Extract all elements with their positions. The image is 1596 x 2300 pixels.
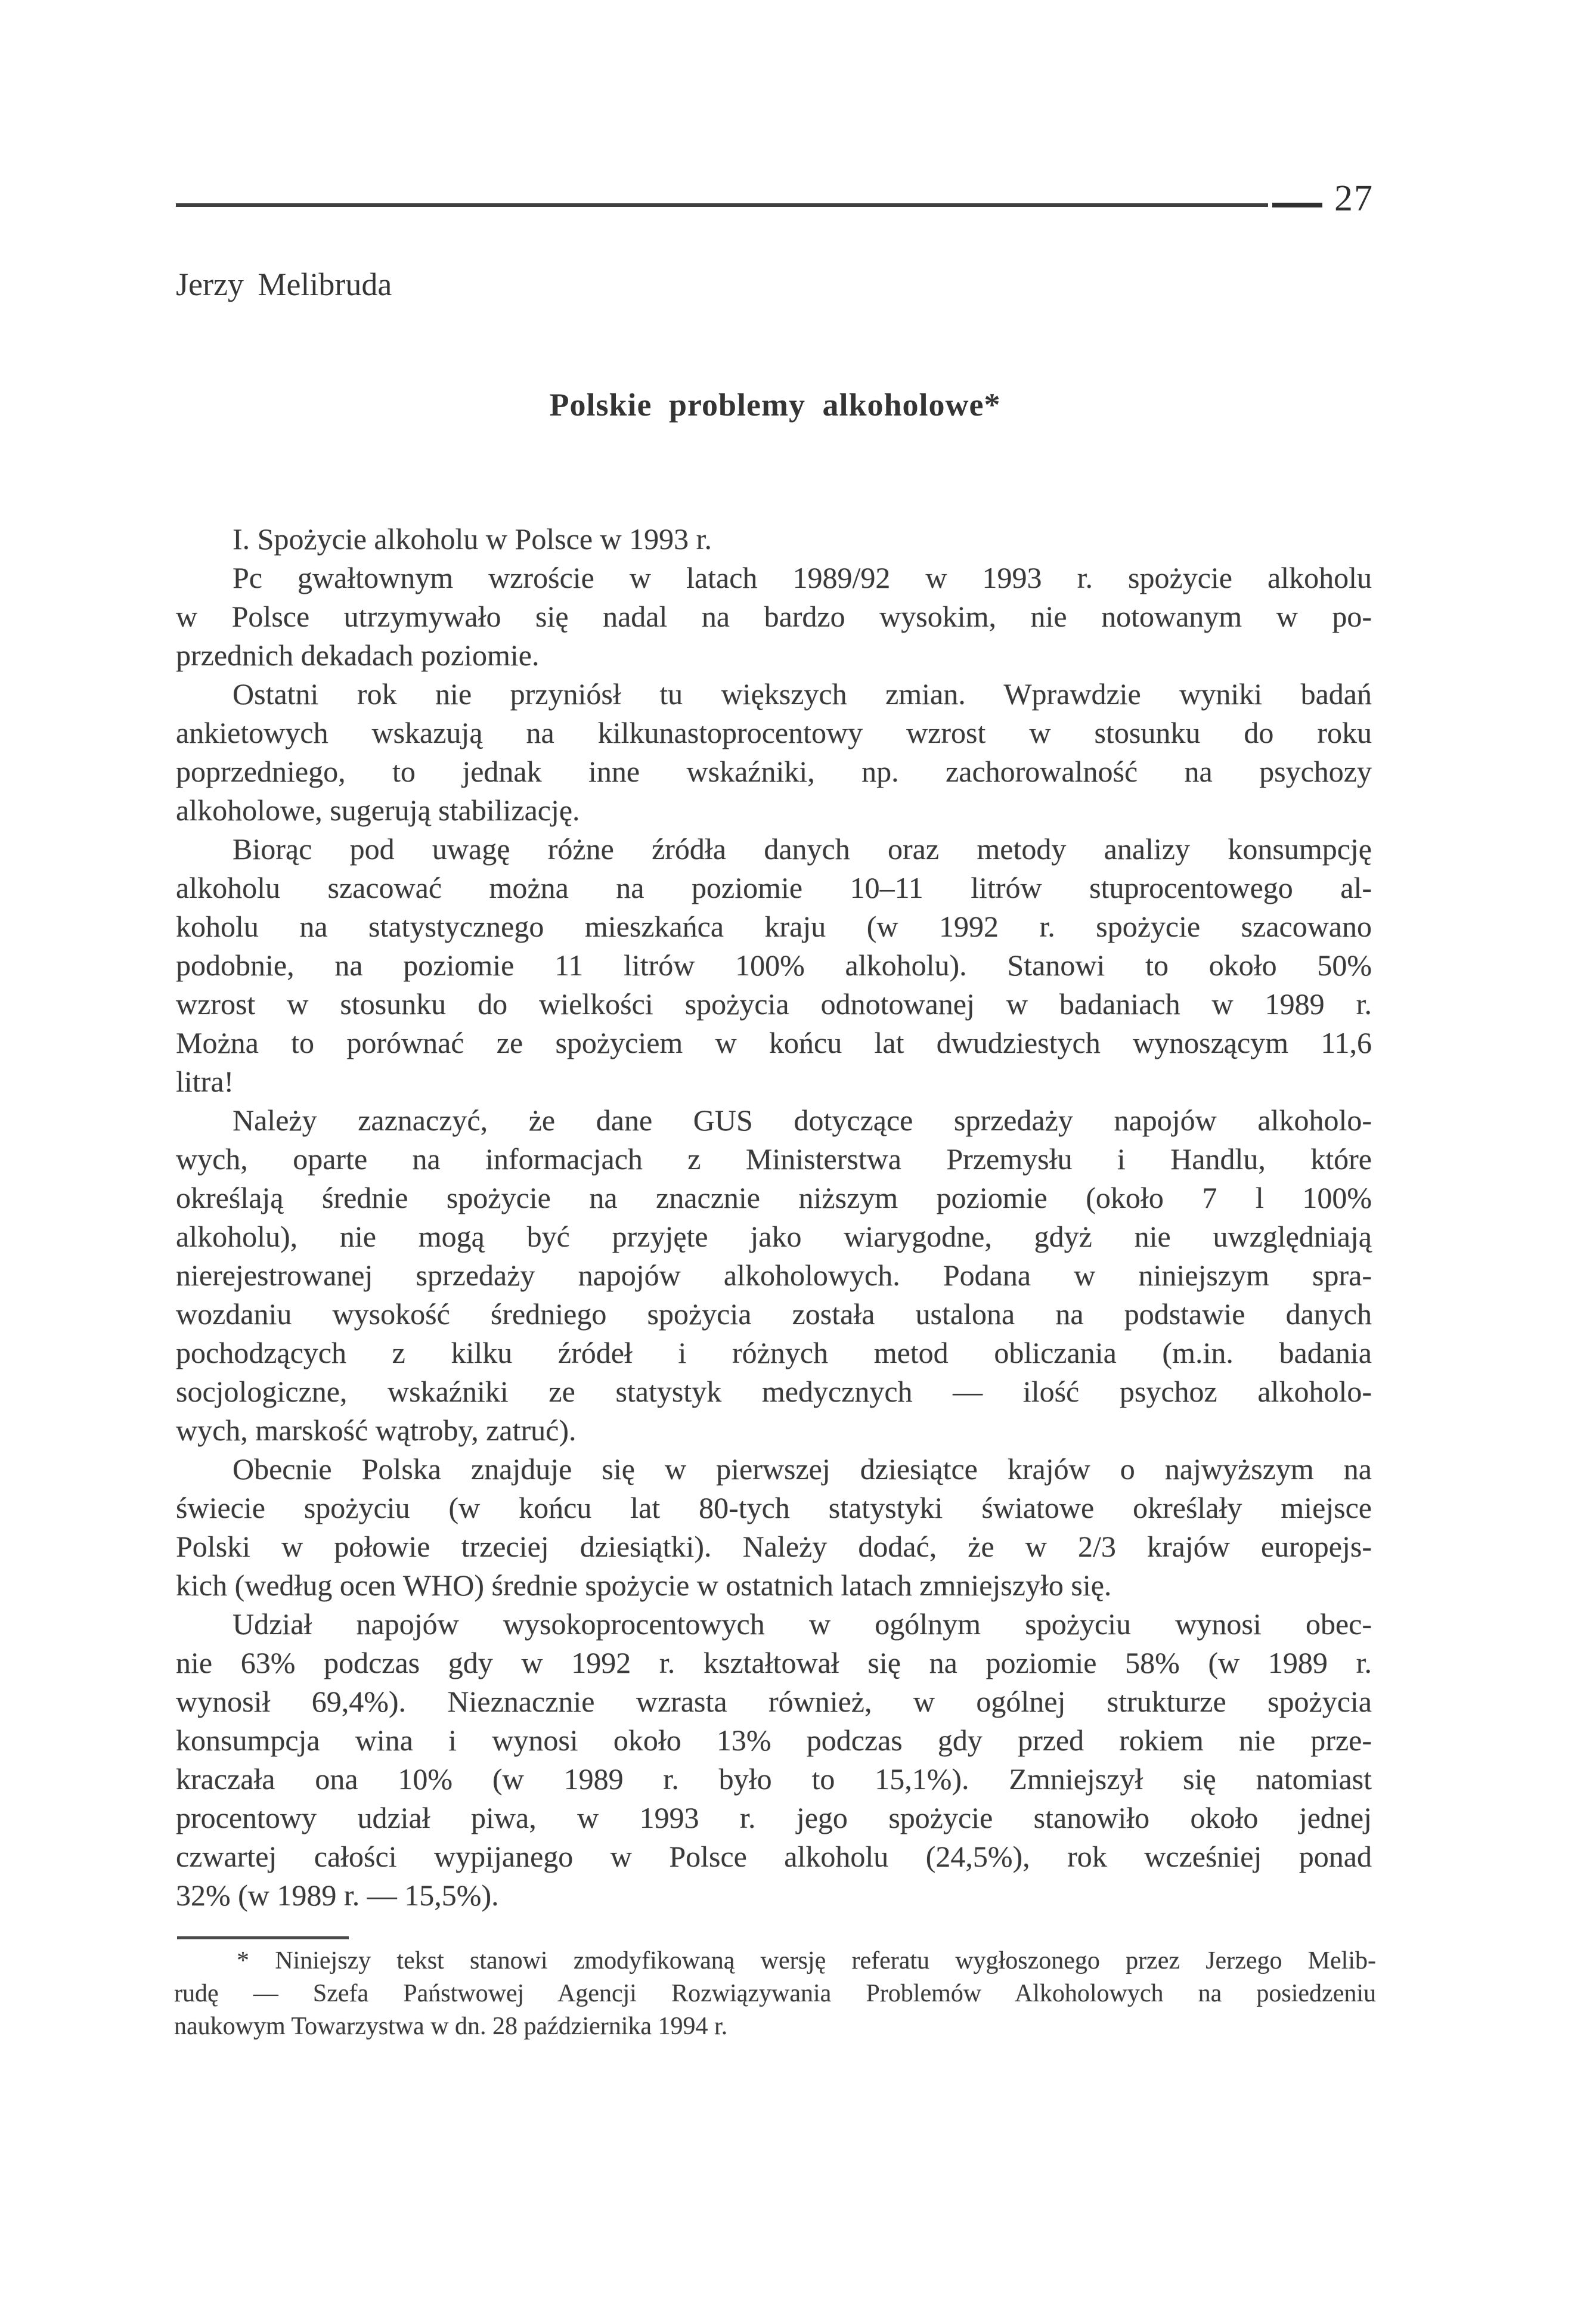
header-rule [176, 203, 1268, 207]
body-text-line: ankietowych wskazują na kilkunastoprocentowy wzrost w stosunku do roku [176, 716, 1372, 749]
body-text-line: określają średnie spożycie na znacznie niższym poziomie (około 7 l 100% [176, 1181, 1372, 1214]
body-text-line: Należy zaznaczyć, że dane GUS dotyczące sprzedaży napojów alkoholo- [233, 1103, 1372, 1137]
body-text-line: wych, marskość wątroby, zatruć). [176, 1414, 577, 1447]
body-text-line: alkoholowe, sugerują stabilizację. [176, 793, 580, 827]
body-text-line: kraczała ona 10% (w 1989 r. było to 15,1%). Zmniejszył się natomiast [176, 1762, 1372, 1796]
body-text-line: przednich dekadach poziomie. [176, 638, 540, 672]
section-heading-line: I. Spożycie alkoholu w Polsce w 1993 r. [233, 522, 712, 556]
footnote-rule [177, 1936, 349, 1939]
body-text-line: Polski w połowie trzeciej dziesiątki). Należy dodać, że w 2/3 krajów europejs- [176, 1530, 1372, 1563]
article-body [176, 520, 1372, 1915]
body-text-line: wych, oparte na informacjach z Ministerstwa Przemysłu i Handlu, które [176, 1142, 1372, 1176]
body-text-line: alkoholu szacować można na poziomie 10–11 litrów stuprocentowego al- [176, 871, 1372, 904]
body-text-line: konsumpcja wina i wynosi około 13% podczas gdy przed rokiem nie prze- [176, 1724, 1372, 1757]
footnote-text-line: rudę — Szefa Państwowej Agencji Rozwiązywania Problemów Alkoholowych na posiedzeniu [174, 1980, 1376, 2007]
body-text-line: Pc gwałtownym wzroście w latach 1989/92 w 1993 r. spożycie alkoholu [233, 561, 1372, 594]
page-number: 27 [1334, 178, 1374, 219]
footnote-text-line: naukowym Towarzystwa w dn. 28 października 1994 r. [174, 2013, 728, 2040]
body-text-line: Obecnie Polska znajduje się w pierwszej dziesiątce krajów o najwyższym na [233, 1452, 1372, 1486]
header-rule-end-dash [1272, 203, 1322, 207]
body-text-line: Można to porównać ze spożyciem w końcu lat dwudziestych wynoszącym 11,6 [176, 1026, 1372, 1059]
body-text-line: litra! [176, 1065, 234, 1098]
body-text-line: alkoholu), nie mogą być przyjęte jako wiarygodne, gdyż nie uwzględniają [176, 1220, 1372, 1253]
body-text-line: wzrost w stosunku do wielkości spożycia odnotowanej w badaniach w 1989 r. [176, 987, 1372, 1021]
body-text-line: wozdaniu wysokość średniego spożycia została ustalona na podstawie danych [176, 1297, 1372, 1331]
body-text-line: Biorąc pod uwagę różne źródła danych oraz metody analizy konsumpcję [233, 832, 1372, 866]
body-text-line: poprzedniego, to jednak inne wskaźniki, np. zachorowalność na psychozy [176, 755, 1372, 788]
body-text-line: kich (według ocen WHO) średnie spożycie w ostatnich latach zmniejszyło się. [176, 1569, 1112, 1602]
body-text-line: Udział napojów wysokoprocentowych w ogólnym spożyciu wynosi obec- [233, 1607, 1372, 1641]
body-text-line: nierejestrowanej sprzedaży napojów alkoholowych. Podana w niniejszym spra- [176, 1259, 1372, 1292]
body-text-line: procentowy udział piwa, w 1993 r. jego spożycie stanowiło około jednej [176, 1801, 1372, 1834]
footnote [174, 1945, 1376, 2043]
body-text-line: 32% (w 1989 r. — 15,5%). [176, 1879, 499, 1912]
body-text-line: wynosił 69,4%). Nieznacznie wzrasta również, w ogólnej strukturze spożycia [176, 1685, 1372, 1718]
body-text-line: koholu na statystycznego mieszkańca kraju (w 1992 r. spożycie szacowano [176, 910, 1372, 943]
body-text-line: w Polsce utrzymywało się nadal na bardzo wysokim, nie notowanym w po- [176, 600, 1372, 633]
body-text-line: Ostatni rok nie przyniósł tu większych zmian. Wprawdzie wyniki badań [233, 677, 1372, 711]
body-text-line: pochodzących z kilku źródeł i różnych metod obliczania (m.in. badania [176, 1336, 1372, 1369]
footnote-text-line: * Niniejszy tekst stanowi zmodyfikowaną wersję referatu wygłoszonego przez Jerzego Melib- [237, 1947, 1376, 1974]
body-text-line: czwartej całości wypijanego w Polsce alkoholu (24,5%), rok wcześniej ponad [176, 1840, 1372, 1873]
article-title: Polskie problemy alkoholowe* [549, 387, 1001, 423]
body-text-line: socjologiczne, wskaźniki ze statystyk medycznych — ilość psychoz alkoholo- [176, 1375, 1372, 1408]
author-name: Jerzy Melibruda [176, 266, 392, 302]
body-text-line: podobnie, na poziomie 11 litrów 100% alkoholu). Stanowi to około 50% [176, 948, 1372, 982]
body-text-line: nie 63% podczas gdy w 1992 r. kształtował się na poziomie 58% (w 1989 r. [176, 1646, 1372, 1679]
body-text-line: świecie spożyciu (w końcu lat 80-tych statystyki światowe określały miejsce [176, 1491, 1372, 1524]
